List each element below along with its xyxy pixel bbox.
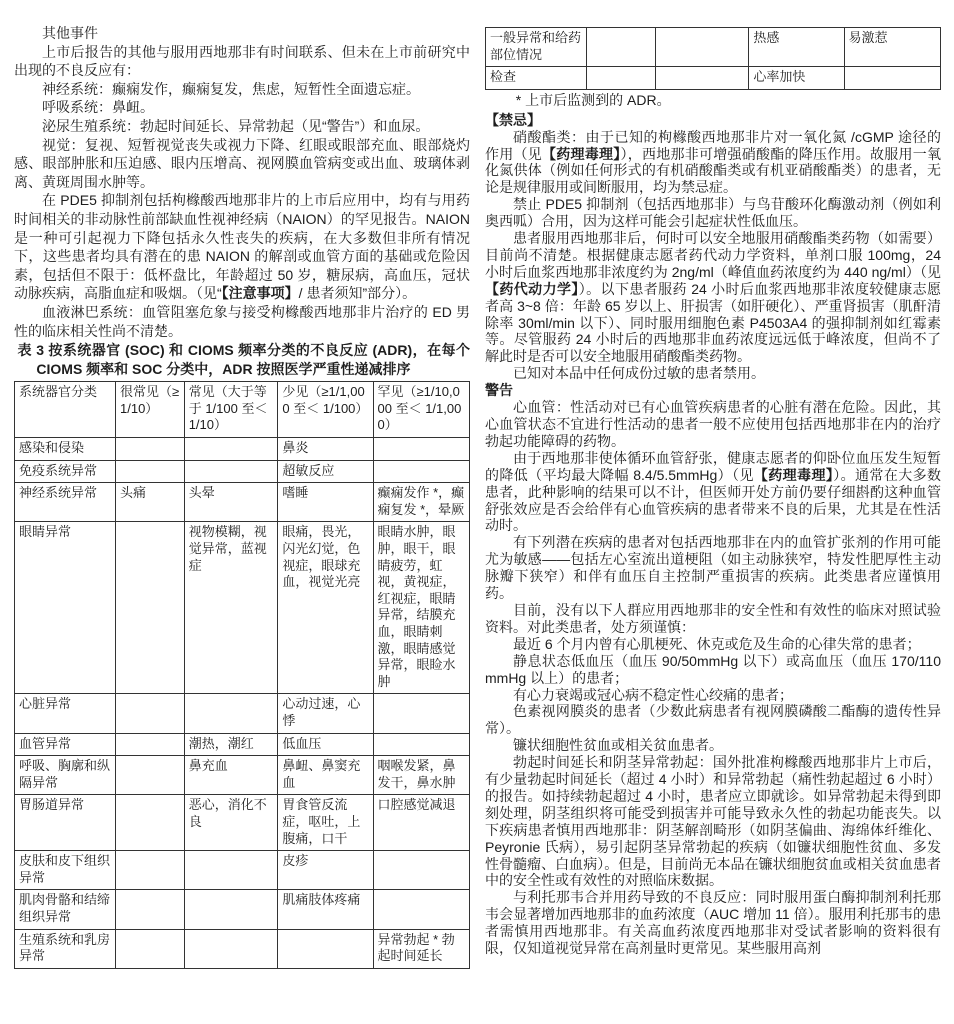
- adr-cell: 超敏反应: [278, 460, 373, 483]
- soc-cell: 胃肠道异常: [15, 795, 116, 851]
- soc-cell: 感染和侵染: [15, 438, 116, 461]
- paragraph: 有心力衰竭或冠心病不稳定性心绞痛的患者；: [513, 686, 793, 703]
- adr-cell: [373, 851, 469, 890]
- paragraph: 患者服用西地那非后，何时可以安全地服用硝酸酯类药物（如需要）目前尚不清楚。根据健康志愿者药代动力学资料，单剂口服 100mg，24 小时后血浆西地那非浓度约为 2ng/ml（峰值血药浓度约为 440 ng/ml）（见【药代动力学】）。以下患者服药 24 小时后血浆西地那非浓度较健康志愿者高 3~8 倍：年龄 65 岁以上、肝损害（如肝硬化）、严重肾损害（肌酐清除率 30ml/min 以下）、同时服用细胞色素 P4503A4 的强抑制剂如红霉素等。尽管服药 24 小时后的西地那非血药浓度远远低于峰浓度，但尚不了解此时是否可以安全地服用硝酸酯类药物。: [485, 230, 941, 365]
- adr-cell: 低血压: [278, 733, 373, 756]
- table-row: [486, 67, 941, 90]
- warnings-heading: 警告: [485, 382, 513, 399]
- adr-cell: [116, 438, 185, 461]
- adr-cell: 胃食管反流症，呕吐，上腹痛，口干: [278, 795, 373, 851]
- adr-cell: 心率加快: [749, 67, 844, 90]
- soc-cell: 呼吸、胸廓和纵隔异常: [15, 756, 116, 795]
- soc-cell: 眼睛异常: [15, 522, 116, 694]
- soc-cell: 神经系统异常: [15, 483, 116, 522]
- table-row: [15, 438, 470, 461]
- contraindications-paragraphs: [485, 129, 941, 383]
- adr-cell: 恶心，消化不良: [184, 795, 278, 851]
- paragraph: 目前，没有以下人群应用西地那非的安全性和有效性的临床对照试验资料。对此类患者，处方须谨慎：: [485, 601, 941, 635]
- adr-cell: [373, 733, 469, 756]
- paragraph: 有下列潜在疾病的患者对包括西地那非在内的血管扩张剂的作用可能尤为敏感——包括左心室流出道梗阻（如主动脉狭窄，特发性肥厚性主动脉瓣下狭窄）和伴有血压自主控制严重损害的疾病。此类患者应谨慎用药。: [485, 534, 941, 602]
- adr-cell: 头晕: [184, 483, 278, 522]
- adr-cell: 肌痛肢体疼痛: [278, 890, 373, 929]
- adr-cell: 癫痫发作 *，癫痫复发 *，晕厥: [373, 483, 469, 522]
- table-row: [486, 28, 941, 67]
- paragraph: 心血管：性活动对已有心血管疾病患者的心脏有潜在危险。因此，其心血管状态不宜进行性活动的患者一般不应使用包括西地那非在内的治疗勃起功能障碍的药物。: [485, 399, 941, 449]
- adr-table-header-row: [15, 382, 470, 438]
- contraindications-heading: 【禁忌】: [485, 111, 541, 128]
- table-3-caption: 表 3 按系统器官 (SOC) 和 CIOMS 频率分类的不良反应 (ADR)，在每个 CIOMS 频率和 SOC 分类中，ADR 按照医学严重性递减排序: [17, 342, 470, 377]
- paragraph: 由于西地那非使体循环血管舒张，健康志愿者的仰卧位血压发生短暂的降低（平均最大降幅 8.4/5.5mmHg）（见【药理毒理】）。通常在大多数患者，此种影响的结果可以不计，但医师开处方前仍要仔细斟酌这种血管舒张效应是否会给伴有心血管疾病的患者带来不良的后果，尤其是在性活动时。: [485, 449, 941, 534]
- table-row: [15, 890, 470, 929]
- header-common: 常见（大于等于 1/100 至＜ 1/10）: [184, 382, 278, 438]
- adr-cell: [278, 929, 373, 968]
- paragraph: 上市后报告的其他与服用西地那非有时间联系、但未在上市前研究中出现的不良反应有：: [14, 43, 470, 79]
- adr-cell: 皮疹: [278, 851, 373, 890]
- other-events-heading: 其他事件: [42, 25, 98, 41]
- adr-cell: [184, 929, 278, 968]
- adr-cell: 嗜睡: [278, 483, 373, 522]
- adr-table-body: [15, 438, 470, 969]
- table-row: [15, 483, 470, 522]
- paragraph: 硝酸酯类：由于已知的枸橼酸西地那非片对一氧化氮 /cGMP 途径的作用（见【药理毒理】），西地那非可增强硝酸酯的降压作用。故服用一氧化氮供体（例如任何形式的有机硝酸酯类或有机亚硝酸酯类）的患者，无论是规律服用或间断服用，均为禁忌症。: [485, 128, 941, 196]
- header-soc: 系统器官分类: [15, 382, 116, 438]
- adr-cell: 视物模糊，视觉异常，蓝视症: [184, 522, 278, 694]
- table-row: [15, 733, 470, 756]
- left-column: [14, 24, 470, 1024]
- table-row: [15, 795, 470, 851]
- paragraph: 静息状态低血压（血压 90/50mmHg 以下）或高血压（血压 170/110mmHg 以上）的患者；: [485, 652, 941, 686]
- adr-cell: [655, 28, 749, 67]
- adr-cell: [184, 460, 278, 483]
- adr-cell: 鼻衄、鼻窦充血: [278, 756, 373, 795]
- other-events-paragraphs: [14, 43, 470, 341]
- adr-cell: [373, 460, 469, 483]
- paragraph: 已知对本品中任何成份过敏的患者禁用。: [513, 365, 765, 382]
- adr-cell: [655, 67, 749, 90]
- soc-cell: 免疫系统异常: [15, 460, 116, 483]
- adr-cell: 眼睛水肿，眼肿，眼干，眼睛疲劳，虹视，黄视症，红视症，眼睛异常，结膜充血，眼睛刺激，眼睛感觉异常，眼睑水肿: [373, 522, 469, 694]
- paragraph: 呼吸系统：鼻衄。: [42, 99, 154, 116]
- adr-cell: [844, 67, 940, 90]
- paragraph: 与利托那韦合并用药导致的不良反应：同时服用蛋白酶抑制剂利托那韦会显著增加西地那非的血药浓度（AUC 增加 11 倍）。服用利托那韦的患者需慎用西地那非。有关高血药浓度西地那非对受试者影响的资料很有限，仅知道视觉异常在高剂量时更常见。某些服用高剂: [485, 889, 941, 957]
- adr-cell: [184, 890, 278, 929]
- adr-cell: [116, 890, 185, 929]
- paragraph: 视觉：复视、短暂视觉丧失或视力下降、红眼或眼部充血、眼部烧灼感、眼部肿胀和压迫感、眼内压增高、视网膜血管病变或出血、玻璃体剥离、黄斑周围水肿等。: [14, 136, 470, 190]
- bold-cross-reference: 【注意事项】: [221, 285, 299, 302]
- adr-table: [14, 381, 470, 968]
- paragraph: 勃起时间延长和阴茎异常勃起：国外批准枸橼酸西地那非片上市后，有少量勃起时间延长（超过 4 小时）和异常勃起（痛性勃起超过 6 小时）的报告。如持续勃起超过 4 小时，患者应立即就诊。如异常勃起未得到即刻处理，阴茎组织将可能受到损害并可能导致永久性的勃起功能丧失。以下疾病患者慎用西地那非：阴茎解剖畸形（如阴茎偏曲、海绵体纤维化、Peyronie 氏病），易引起阴茎异常勃起的疾病（如镰状细胞性贫血、多发性骨髓瘤、白血病）。但是，目前尚无本品在镰状细胞贫血或相关贫血患者中的安全性或有效性的对照临床数据。: [485, 754, 941, 889]
- soc-cell: 心脏异常: [15, 694, 116, 733]
- soc-cell: 生殖系统和乳房异常: [15, 929, 116, 968]
- soc-cell: 检查: [486, 67, 587, 90]
- adr-cell: [116, 795, 185, 851]
- adr-table-continued-body: [486, 28, 941, 90]
- paragraph: 在 PDE5 抑制剂包括枸橼酸西地那非片的上市后应用中，均有与用药时间相关的非动脉性前部缺血性视神经病（NAION）的罕见报告。NAION 是一种可引起视力下降包括永久性丧失的疾病，在大多数但非所有情况下，这些患者均具有潜在的患 NAION 的解剖或血管方面的基础或危险因素，包括但不限于：低杯盘比，年龄超过 50 岁，糖尿病，高血压，冠状动脉疾病，高脂血症和吸烟。（见“【注意事项】/ 患者须知”部分）。: [14, 192, 470, 302]
- paragraph: 最近 6 个月内曾有心肌梗死、休克或危及生命的心律失常的患者；: [513, 635, 921, 652]
- adr-cell: [116, 460, 185, 483]
- table-row: [15, 460, 470, 483]
- adr-cell: 鼻充血: [184, 756, 278, 795]
- adr-footnote: * 上市后监测到的 ADR。: [515, 91, 671, 108]
- table-row: [15, 522, 470, 694]
- bold-cross-reference: 【药理毒理】: [753, 466, 834, 483]
- header-very-common: 很常见（≥1/10）: [116, 382, 185, 438]
- paragraph: 镰状细胞性贫血或相关贫血患者。: [513, 737, 723, 754]
- adr-cell: [116, 756, 185, 795]
- adr-cell: [184, 438, 278, 461]
- adr-cell: [116, 733, 185, 756]
- soc-cell: 皮肤和皮下组织异常: [15, 851, 116, 890]
- table-row: [15, 694, 470, 733]
- table-row: [15, 756, 470, 795]
- adr-cell: [587, 67, 656, 90]
- paragraph: 神经系统：癫痫发作，癫痫复发，焦虑，短暂性全面遗忘症。: [42, 80, 420, 97]
- adr-cell: [373, 890, 469, 929]
- adr-cell: 眼痛，畏光，闪光幻觉，色视症，眼球充血，视觉光亮: [278, 522, 373, 694]
- soc-cell: 血管异常: [15, 733, 116, 756]
- adr-cell: 鼻炎: [278, 438, 373, 461]
- header-rare: 罕见（≥1/10,000 至＜ 1/1,000）: [373, 382, 469, 438]
- adr-cell: [116, 694, 185, 733]
- adr-table-continued: [485, 27, 941, 90]
- adr-cell: 潮热，潮红: [184, 733, 278, 756]
- table-row: [15, 929, 470, 968]
- paragraph: 禁止 PDE5 抑制剂（包括西地那非）与鸟苷酸环化酶激动剂（例如利奥西呱）合用，因为这样可能会引起症状性低血压。: [485, 196, 941, 230]
- right-column: [485, 24, 941, 1024]
- table-row: [15, 851, 470, 890]
- adr-cell: [116, 851, 185, 890]
- adr-cell: 咽喉发紧，鼻发干，鼻水肿: [373, 756, 469, 795]
- adr-cell: [373, 694, 469, 733]
- adr-cell: [373, 438, 469, 461]
- adr-cell: 口腔感觉减退: [373, 795, 469, 851]
- adr-cell: [116, 522, 185, 694]
- adr-cell: 心动过速，心悸: [278, 694, 373, 733]
- paragraph: 色素视网膜炎的患者（少数此病患者有视网膜磷酸二酯酶的遗传性异常）。: [485, 703, 941, 737]
- adr-cell: [587, 28, 656, 67]
- adr-cell: 头痛: [116, 483, 185, 522]
- bold-cross-reference: 【药理毒理】: [542, 145, 621, 162]
- adr-cell: 热感: [749, 28, 844, 67]
- soc-cell: 肌肉骨骼和结缔组织异常: [15, 890, 116, 929]
- bold-cross-reference: 【药代动力学】: [485, 280, 579, 297]
- adr-cell: [116, 929, 185, 968]
- adr-cell: 易激惹: [844, 28, 940, 67]
- adr-cell: [184, 851, 278, 890]
- warnings-paragraphs: [485, 399, 941, 957]
- adr-cell: 异常勃起 * 勃起时间延长: [373, 929, 469, 968]
- header-uncommon: 少见（≥1/1,000 至＜ 1/100）: [278, 382, 373, 438]
- paragraph: 泌尿生殖系统：勃起时间延长、异常勃起（见“警告”）和血尿。: [42, 117, 430, 134]
- adr-cell: [184, 694, 278, 733]
- paragraph: 血液淋巴系统：血管阻塞危象与接受枸橼酸西地那非片治疗的 ED 男性的临床相关性尚不清楚。: [14, 303, 470, 339]
- soc-cell: 一般异常和给药部位情况: [486, 28, 587, 67]
